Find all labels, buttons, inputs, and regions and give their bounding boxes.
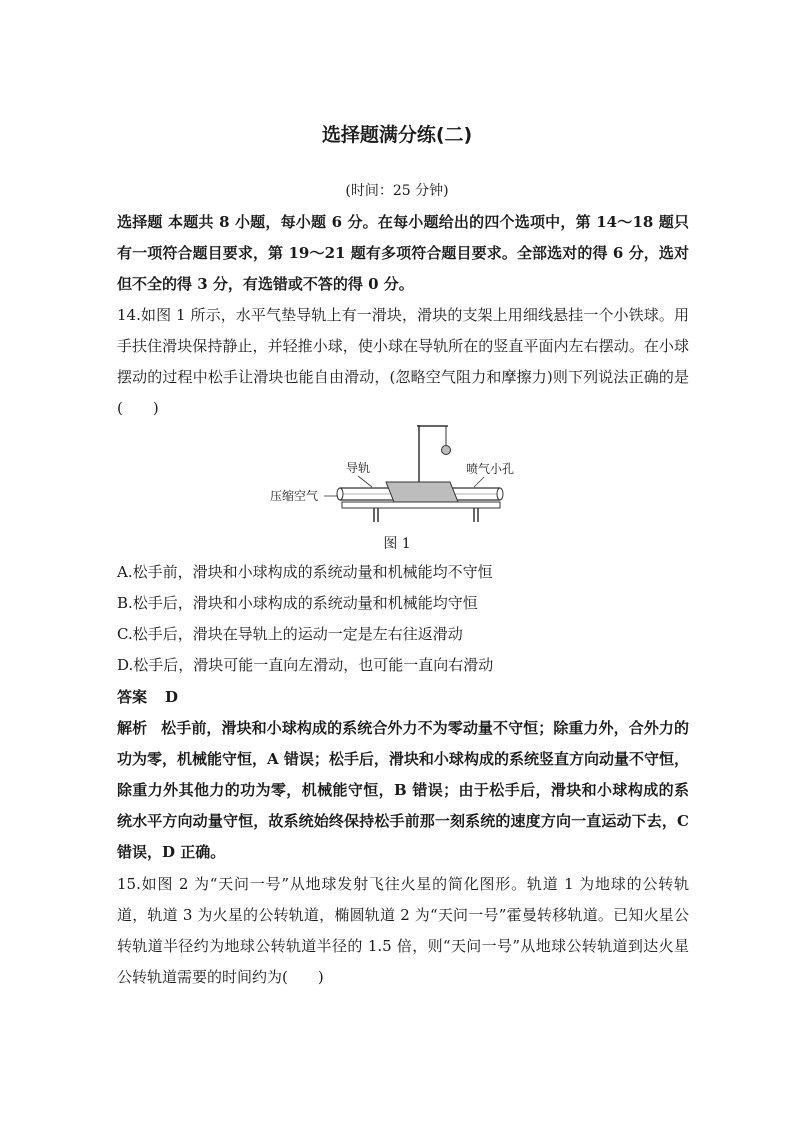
label-compressed-air: 压缩空气 <box>270 489 319 503</box>
page-title: 选择题满分练(二) <box>321 124 473 146</box>
figure-1-caption: 图 1 <box>383 536 411 552</box>
rail-right-end <box>497 488 503 500</box>
label-rail: 导轨 <box>346 461 371 475</box>
time-note: (时间：25 分钟) <box>345 183 449 199</box>
analysis-label: 解析 <box>117 719 148 737</box>
section-intro: 选择题 本题共 8 小题，每小题 6 分。在每小题给出的四个选项中，第 14～18 题只有一项符合题目要求，第 19～21 题有多项符合题目要求。全部选对的得 6 分，选对但不全的得 3 分，有选错或不答的得 0 分。 <box>117 213 689 293</box>
question-14-stem: 14.如图 1 所示，水平气垫导轨上有一滑块，滑块的支架上用细线悬挂一个小铁球。用手扶住滑块保持静止，并轻推小球，使小球在导轨所在的竖直平面内左右摆动。在小球摆动的过程中松手让滑块也能自由滑动，(忽略空气阻力和摩擦力)则下列说法正确的是( ) <box>117 306 689 417</box>
answer-line <box>117 682 178 713</box>
analysis-block <box>117 713 689 868</box>
option-b: B.松手后，滑块和小球构成的系统动量和机械能均守恒 <box>117 594 478 612</box>
analysis-text: 松手前，滑块和小球构成的系统合外力不为零动量不守恒；除重力外，合外力的功为零，机械能守恒，A 错误；松手后，滑块和小球构成的系统竖直方向动量不守恒，除重力外其他力的功为零，机械能守恒，B 错误；由于松手后，滑块和小球构成的系统水平方向动量守恒，故系统始终保持松手前那一刻系统的速度方向一直运动下去，C 错误，D 正确。 <box>117 719 689 861</box>
question-15-stem: 15.如图 2 为“天问一号”从地球发射飞往火星的简化图形。轨道 1 为地球的公转轨道，轨道 3 为火星的公转轨道，椭圆轨道 2 为“天问一号”霍曼转移轨道。已知火星公转轨道半径约为地球公转轨道半径的 1.5 倍，则“天问一号”从地球公转轨道到达火星公转轨道需要的时间约为( ) <box>117 875 689 986</box>
label-air-hole: 喷气小孔 <box>466 462 515 476</box>
answer-label: 答案 <box>117 688 148 706</box>
option-d: D.松手后，滑块可能一直向左滑动，也可能一直向右滑动 <box>117 656 494 674</box>
option-a: A.松手前，滑块和小球构成的系统动量和机械能均不守恒 <box>117 563 493 581</box>
slider-block <box>386 482 458 502</box>
rail-left-end <box>337 488 343 500</box>
iron-ball <box>442 446 451 455</box>
figure-1-air-track <box>262 420 522 530</box>
answer-value: D <box>165 688 179 706</box>
option-c: C.松手后，滑块在导轨上的运动一定是左右往返滑动 <box>117 625 463 643</box>
